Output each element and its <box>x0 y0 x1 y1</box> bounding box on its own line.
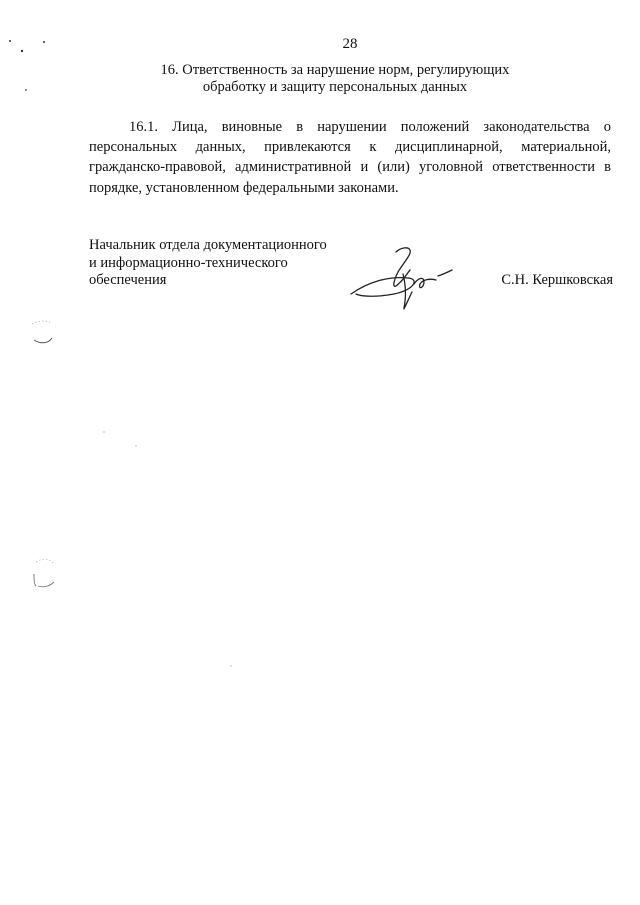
scan-speck-margin-2 <box>30 556 60 592</box>
scan-speck-margin-1 <box>28 318 58 348</box>
signer-position-line-1: Начальник отдела документационного <box>89 237 327 253</box>
section-title <box>140 62 530 96</box>
scan-speck-top-left <box>0 38 60 98</box>
handwritten-signature <box>348 242 458 312</box>
scan-speck-3 <box>100 428 150 458</box>
paragraph-16-1 <box>89 117 611 198</box>
signer-position-line-3: обеспечения <box>89 272 167 288</box>
signer-position <box>89 237 379 290</box>
paragraph-number: 16.1. <box>129 119 158 135</box>
section-title-line-2: обработку и защиту персональных данных <box>202 79 468 95</box>
section-title-line-1: 16. Ответственность за нарушение норм, регулирующих <box>160 62 510 78</box>
paragraph-text: Лица, виновные в нарушении положений законодательства о персональных данных, привлекаются к дисциплинарной, материальной, гражданско-правовой, административной и (или) уголовной ответственности в порядке, установленном федеральными законами. <box>89 119 611 196</box>
page-number: 28 <box>342 36 358 52</box>
scan-speck-4 <box>225 660 237 672</box>
signer-position-line-2: и информационно-технического <box>89 254 288 271</box>
signer-name: С.Н. Кершковская <box>501 272 613 288</box>
